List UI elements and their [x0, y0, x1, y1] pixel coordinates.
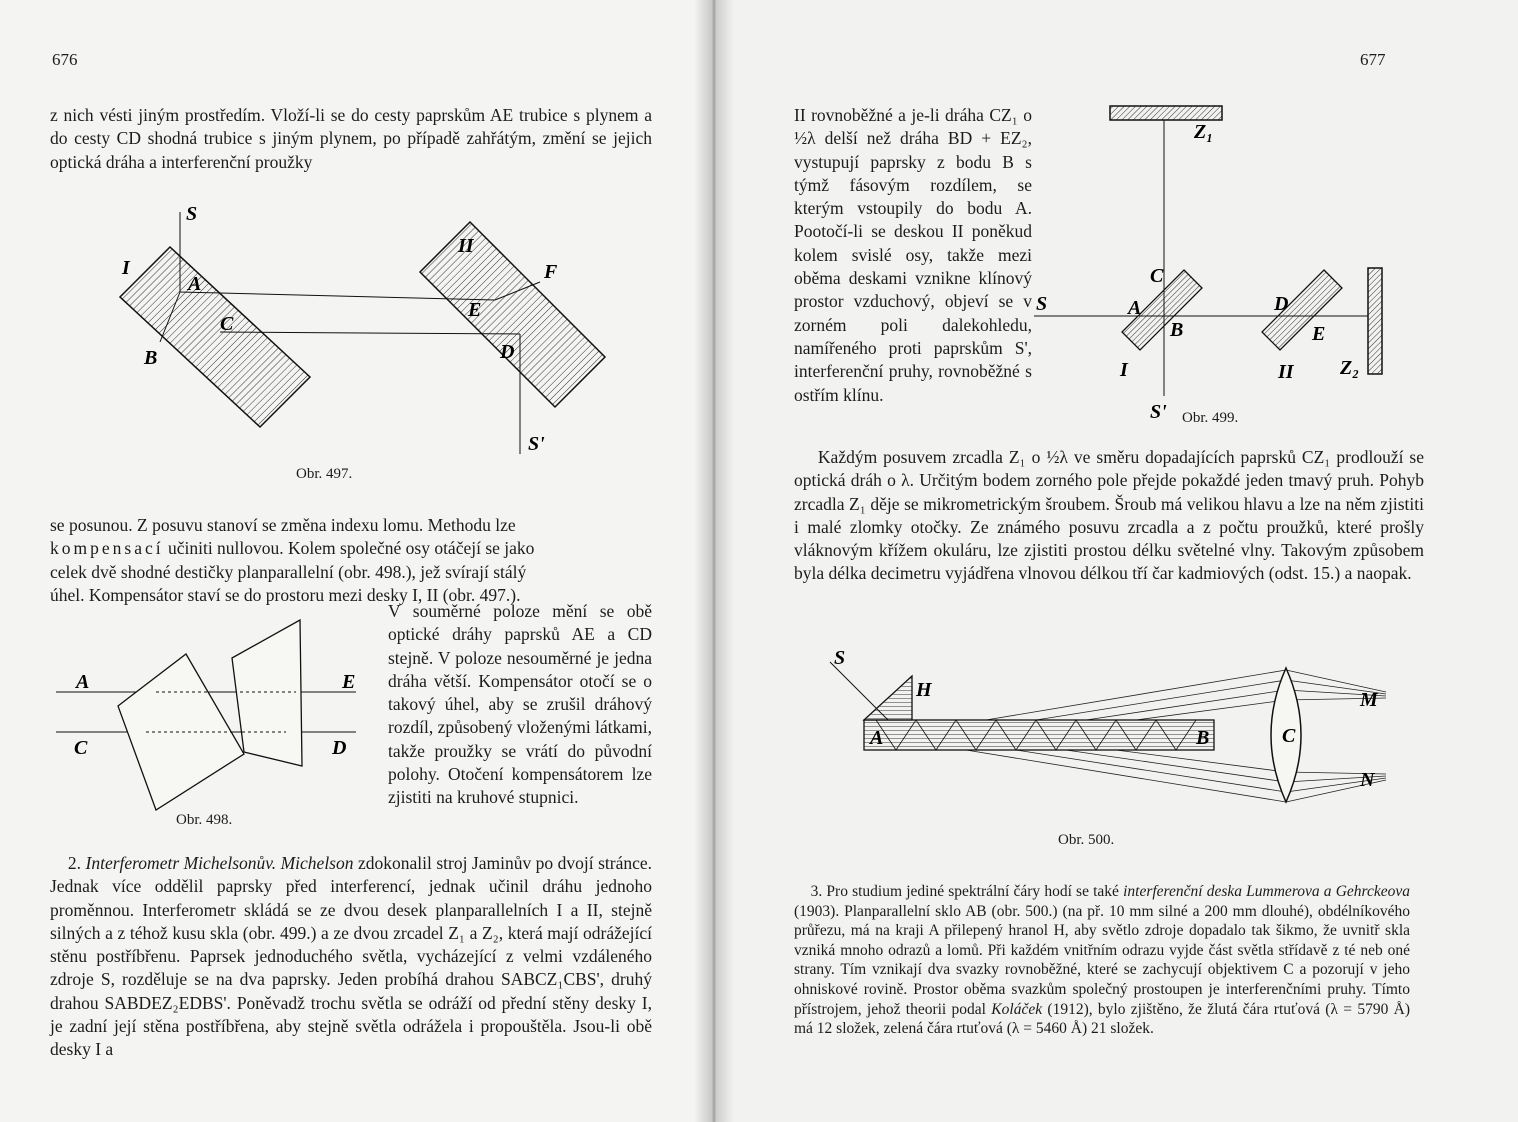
beam-bundle-M [986, 670, 1386, 720]
left-paragraph-1: z nich vésti jiným prostředím. Vloží-li se do cesty paprskům AE trubice s plynem a do cesty CD shodná trubice s jiným plynem, po případě zahřátým, změní se jejich optická dráha a interferenční proužky [50, 105, 652, 172]
fig500-label-A: A [870, 727, 884, 749]
right-paragraph-2: Každým posuvem zrcadla Z₁ o ½λ ve směru dopadajících paprsků CZ₁ prodlouží se optická dráh o λ. Určitým bodem zorného pole přejde pokaždé jeden tmavý pruh. Pohyb zrcadla Z₁ děje se mikrometrickým šroubem. Šroub má velikou hlavu a lze na něm zjistiti i malé zlomky otočky. Ze známého posuvu zrcadla a z počtu proužků, které prošly vláknovým křížem okuláru, lze zjistiti prostou délku světelné vlny. Takovým způsobem byla délka decimetru vyjádřena vlnovou délkou tří čar kadmiových (odst. 15.) a naopak. [794, 447, 1425, 584]
right-paragraph-1: II rovnoběžné a je-li dráha CZ₁ o ½λ delší než dráha BD + EZ₂, vystupují paprsky z bodu B s týmž fásovým rozdílem, se kterým vstoupily do bodu A. Pootočí-li se deskou II poněkud kolem svislé osy, takže mezi oběma deskami vznikne klínový prostor vzduchový, objeví se v zorném poli dalekohledu, namířeného proti paprskům S', interferenční pruhy, rovnoběžné s ostřím klínu. [794, 105, 1032, 405]
caption-498: Obr. 498. [176, 812, 233, 828]
caption-500: Obr. 500. [1058, 832, 1115, 848]
fig499-label-S: S [1036, 293, 1048, 315]
fig500-label-S: S [834, 647, 846, 669]
fig500-label-H: H [916, 679, 932, 701]
fig499-label-E: E [1312, 323, 1326, 345]
fig499-label-Z1: Z₁ [1194, 121, 1214, 143]
left-paragraph-3: V souměrné poloze mění se obě optické dráhy paprsků AE a CD stejně. V poloze nesouměrné je jedna dráha větší. Kompensátor otočí se o takový úhel, aby se zrušil dráhový rozdíl, způsobený vloženými látkami, takže proužky se vrátí do původní polohy. Otočení kompensátorem lze zjistiti na kruhové stupnici. [388, 601, 652, 808]
fig499-label-I: I [1120, 359, 1128, 381]
beam-bundle-N [966, 750, 1386, 802]
mirror-Z2 [1368, 268, 1382, 374]
fig498-label-D: D [332, 737, 347, 759]
fig497-label-I: I [122, 257, 130, 279]
fig500-label-B: B [1196, 727, 1210, 749]
ray-S-in [830, 662, 888, 720]
fig497-label-S: S [186, 203, 198, 225]
figure-497 [100, 192, 620, 462]
right-paragraph-3: 3. Pro studium jediné spektrální čáry hodí se také interferenční deska Lummerova a Gehrckeova (1903). Planparallelní sklo AB (obr. 500.) (na př. 10 mm silné a 200 mm dlouhé), obdélníkového průřezu, má na kraji A přilepený hranol H, aby světlo zdroje dopadalo tak šikmo, že uvnitř skla vzniká mnoho odrazů a lomů. Při každém vnitřním odrazu vyjde část světla střídavě z té neb oné strany. Tím vznikají dva svazky rovnoběžné, které se zachycují objektivem C a pozorují v jeho ohniskové rovině. Prostor oběma svazkům společný prostoupen je interferenčními pruhy. Tímto přístrojem, jehož theorii podal Koláček (1912), bylo zjištěno, že žlutá čára rtuťová (λ = 5790 Å) má 12 složek, zelená čára rtuťová (λ = 5460 Å) 21 složek. [794, 883, 1411, 1038]
fig497-label-E: E [468, 299, 482, 321]
fig500-label-M: M [1360, 689, 1378, 711]
fig499-label-D: D [1274, 293, 1289, 315]
fig498-label-A: A [76, 671, 90, 693]
fig499-label-B: B [1170, 319, 1184, 341]
left-paragraph-2: se posunou. Z posuvu stanoví se změna indexu lomu. Methodu lze kompensací učiniti nullovou. Kolem společné osy otáčejí se jako celek dvě shodné destičky planparallelní (obr. 498.), jež svírají stálý úhel. Kompensátor staví se do prostoru mezi desky I, II (obr. 497.). [50, 515, 535, 605]
ray-CD [220, 332, 520, 334]
plate-I [120, 247, 310, 427]
fig497-label-II: II [458, 235, 474, 257]
fig497-label-A: A [188, 273, 202, 295]
page-number-right: 677 [1360, 50, 1386, 69]
fig499-label-Z2: Z₂ [1340, 357, 1360, 379]
caption-497: Obr. 497. [296, 466, 353, 482]
fig499-label-S-prime: S' [1150, 401, 1167, 423]
left-paragraph-4: 2. Interferometr Michelsonův. Michelson zdokonalil stroj Jaminův po dvojí stránce. Jednak více oddělil paprsky před interferencí, jednak učinil dráhu jednoho proměnnou. Interferometr skládá se ze dvou desek planparallelních I a II, stejně silných a z téhož kusu skla (obr. 499.) a ze dvou zrcadel Z₁ a Z₂, která mají odrážející stěnu postříbřenu. Paprsek jednoduchého světla, vycházející z velmi vzdáleného zdroje S, rozděluje se na dva paprsky. Jeden probíhá drahou SABCZ₁CBS', druhý drahou SABDEZ₂EDBS'. Poněvadž trochu světla se odráží od přední stěny desky I, je zadní její stěna postříbřena, aby stejně světla odrážela i propouštěla. Jsou-li obě desky I a [50, 853, 653, 1060]
figure-498 [56, 614, 374, 814]
page-number-left: 676 [52, 50, 78, 69]
fig497-label-F: F [544, 261, 558, 283]
mirror-Z1 [1110, 106, 1222, 120]
fig498-label-C: C [74, 737, 88, 759]
fig497-label-B: B [144, 347, 158, 369]
fig498-label-E: E [342, 671, 356, 693]
prism-H [864, 676, 912, 720]
fig500-label-N: N [1360, 769, 1375, 791]
caption-499: Obr. 499. [1182, 410, 1239, 426]
figure-499 [1034, 100, 1394, 434]
fig499-label-C: C [1150, 265, 1164, 287]
right-page [712, 0, 1518, 1122]
figure-500 [816, 646, 1396, 816]
compensator-plate-2 [232, 620, 302, 766]
fig500-label-C: C [1282, 725, 1296, 747]
fig497-label-D: D [500, 341, 515, 363]
fig499-label-A: A [1128, 297, 1142, 319]
left-page [0, 0, 712, 1122]
plate-II [420, 222, 605, 407]
fig497-label-S-prime: S' [528, 433, 545, 455]
book-gutter [694, 0, 734, 1122]
fig499-label-II: II [1278, 361, 1294, 383]
fig497-label-C: C [220, 313, 234, 335]
